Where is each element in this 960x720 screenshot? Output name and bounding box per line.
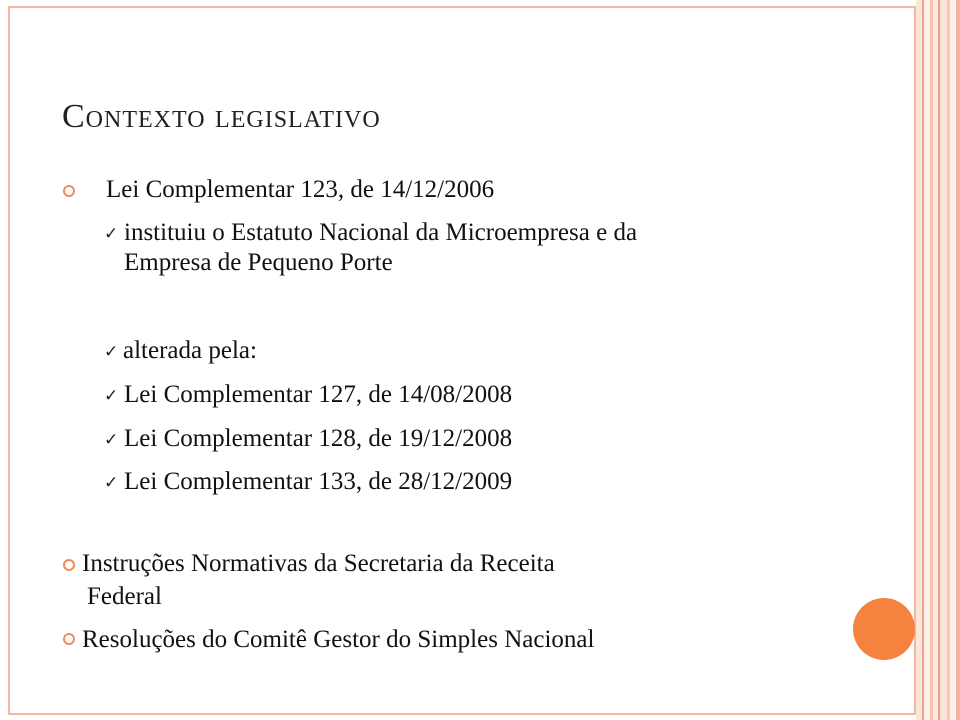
subitem-lei-133: Lei Complementar 133, de 28/12/2009 [124, 468, 513, 495]
decorative-stripes [916, 0, 960, 720]
checkmark-icon: ✓ [104, 342, 119, 362]
subitem-instituiu-line2: Empresa de Pequeno Porte [124, 249, 393, 276]
ring-bullet-icon [63, 185, 75, 197]
subitem-alterada: alterada pela: [123, 337, 257, 364]
checkmark-icon: ✓ [104, 473, 119, 493]
bullet-lei-123: Lei Complementar 123, de 14/12/2006 [106, 176, 495, 203]
bullet-resolucoes: Resoluções do Comitê Gestor do Simples Nacional [82, 626, 595, 653]
checkmark-icon: ✓ [104, 430, 119, 450]
orange-circle-icon [853, 598, 915, 660]
subitem-lei-127: Lei Complementar 127, de 14/08/2008 [124, 381, 513, 408]
checkmark-icon: ✓ [104, 224, 119, 244]
checkmark-icon: ✓ [104, 386, 119, 406]
bullet-instrucoes-line1: Instruções Normativas da Secretaria da Receita [82, 550, 555, 577]
subitem-instituiu-line1: instituiu o Estatuto Nacional da Microempresa e da [124, 219, 638, 246]
ring-bullet-icon [63, 559, 75, 571]
bullet-instrucoes-line2: Federal [87, 583, 162, 610]
subitem-lei-128: Lei Complementar 128, de 19/12/2008 [124, 425, 513, 452]
ring-bullet-icon [63, 633, 75, 645]
slide-title: Contexto legislativo [62, 98, 381, 135]
